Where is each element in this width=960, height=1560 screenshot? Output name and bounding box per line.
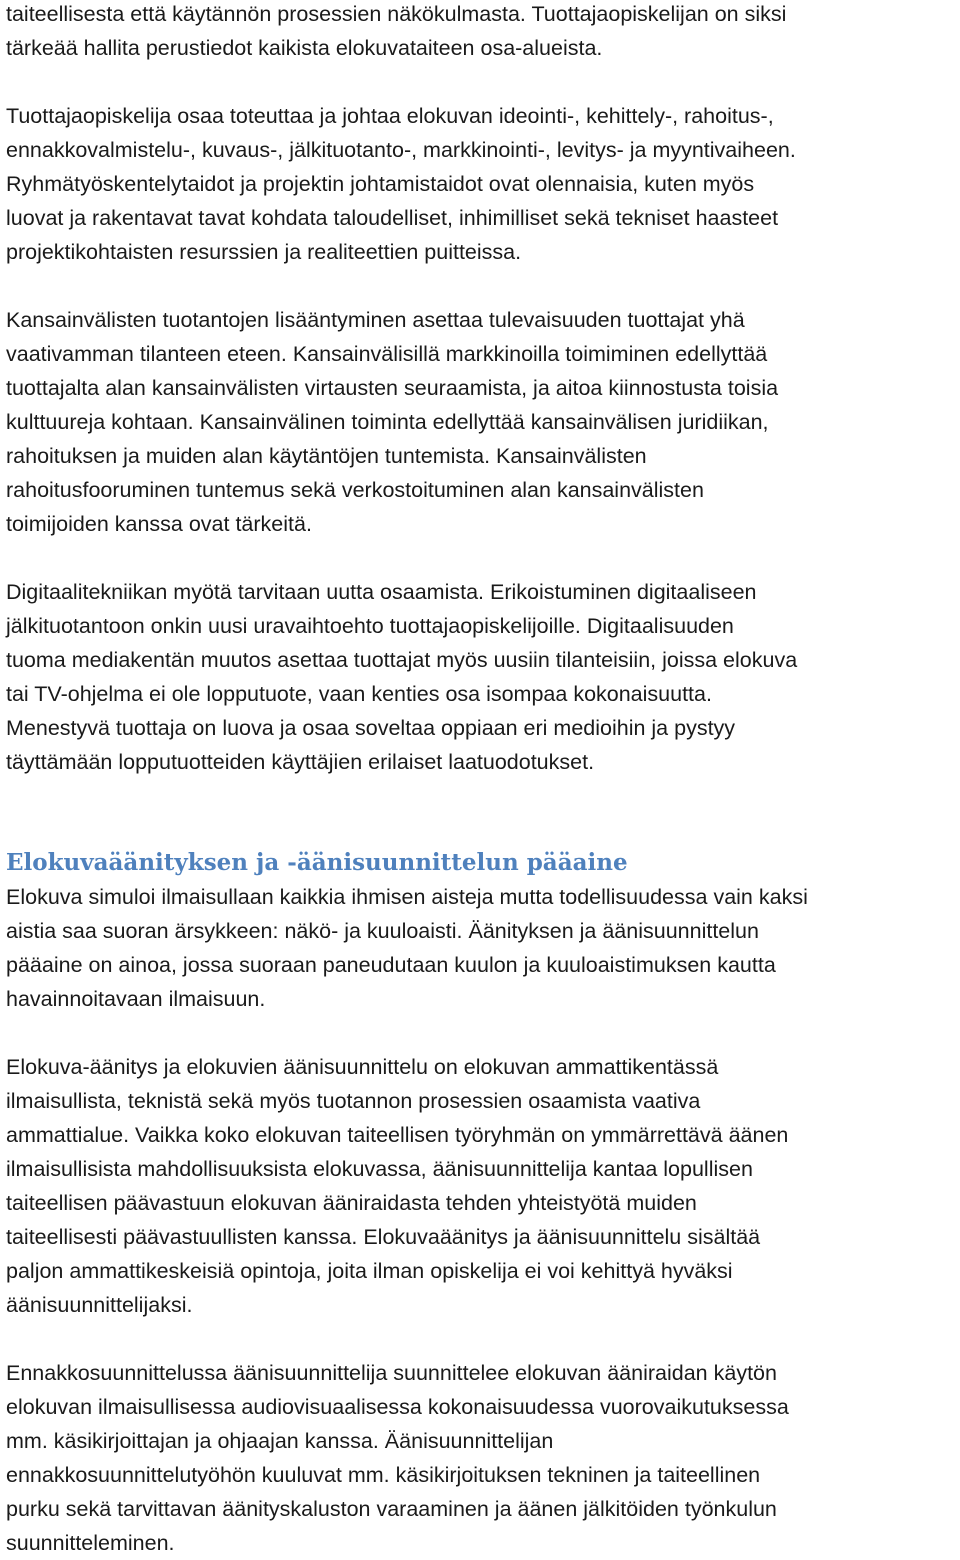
text-line: tuottajalta alan kansainvälisten virtausten seuraamista, ja aitoa kiinnostusta toisia — [6, 376, 779, 400]
text-line: äänisuunnittelijaksi. — [6, 1293, 193, 1317]
text-line: ennakkovalmistelu-, kuvaus-, jälkituotanto-, markkinointi-, levitys- ja myyntivaiheen. — [6, 138, 796, 162]
text-line: Elokuva simuloi ilmaisullaan kaikkia ihmisen aisteja mutta todellisuudessa vain kaksi — [6, 885, 808, 909]
text-line: projektikohtaisten resurssien ja realiteettien puitteissa. — [6, 240, 522, 264]
paragraph-gap — [6, 65, 958, 99]
text-line: luovat ja rakentavat tavat kohdata taloudelliset, inhimilliset sekä tekniset haasteet — [6, 206, 779, 230]
text-line: Ryhmätyöskentelytaidot ja projektin johtamistaidot ovat olennaisia, kuten myös — [6, 172, 755, 196]
section-gap — [6, 779, 958, 846]
text-line: rahoituksen ja muiden alan käytäntöjen tuntemista. Kansainvälisten — [6, 444, 647, 468]
text-line: rahoitusfooruminen tuntemus sekä verkostoituminen alan kansainvälisten — [6, 478, 704, 502]
text-line: toimijoiden kanssa ovat tärkeitä. — [6, 512, 312, 536]
text-line: taiteellisesti päävastuullisten kanssa. Elokuvaäänitys ja äänisuunnittelu sisältää — [6, 1225, 761, 1249]
text-line: havainnoitavaan ilmaisuun. — [6, 987, 266, 1011]
text-line: pääaine on ainoa, jossa suoraan paneudutaan kuulon ja kuuloaistimuksen kautta — [6, 953, 776, 977]
text-line: kulttuureja kohtaan. Kansainvälinen toiminta edellyttää kansainvälisen juridiikan, — [6, 410, 769, 434]
text-line: Elokuva-äänitys ja elokuvien äänisuunnittelu on elokuvan ammattikentässä — [6, 1055, 719, 1079]
text-line: tärkeää hallita perustiedot kaikista elokuvataiteen osa-alueista. — [6, 36, 603, 60]
text-line: mm. käsikirjoittajan ja ohjaajan kanssa. Äänisuunnittelijan — [6, 1429, 554, 1453]
text-line: Tuottajaopiskelija osaa toteuttaa ja johtaa elokuvan ideointi-, kehittely-, rahoitus-, — [6, 104, 774, 128]
text-line: tai TV-ohjelma ei ole lopputuote, vaan kenties osa isompaa kokonaisuutta. — [6, 682, 712, 706]
text-line: Digitaalitekniikan myötä tarvitaan uutta osaamista. Erikoistuminen digitaaliseen — [6, 580, 757, 604]
text-line: Ennakkosuunnittelussa äänisuunnittelija suunnittelee elokuvan ääniraidan käytön — [6, 1361, 777, 1385]
text-line: Menestyvä tuottaja on luova ja osaa soveltaa oppiaan eri medioihin ja pystyy — [6, 716, 736, 740]
text-line: Kansainvälisten tuotantojen lisääntyminen asettaa tulevaisuuden tuottajat yhä — [6, 308, 745, 332]
paragraph-producer-skills — [6, 99, 958, 269]
text-line: aistia saa suoran ärsykkeen: näkö- ja kuuloaisti. Äänityksen ja äänisuunnittelun — [6, 919, 759, 943]
paragraph-producer-basics — [6, 0, 958, 65]
paragraph-gap — [6, 1016, 958, 1050]
paragraph-digital — [6, 575, 958, 779]
text-line: ilmaisullisista mahdollisuuksista elokuvassa, äänisuunnittelija kantaa lopullisen — [6, 1157, 753, 1181]
text-line: taiteellisen päävastuun elokuvan ääniraidasta tehden yhteistyötä muiden — [6, 1191, 697, 1215]
paragraph-sound-preplanning — [6, 1356, 958, 1560]
document-page — [6, 0, 958, 1560]
text-line: ammattialue. Vaikka koko elokuvan taiteellisen työryhmän on ymmärrettävä äänen — [6, 1123, 789, 1147]
section-heading: Elokuvaäänityksen ja -äänisuunnittelun pääaine — [6, 849, 628, 876]
paragraph-sound-intro — [6, 880, 958, 1016]
paragraph-international — [6, 303, 958, 541]
text-line: ilmaisullista, teknistä sekä myös tuotannon prosessien osaamista vaativa — [6, 1089, 701, 1113]
text-line: elokuvan ilmaisullisessa audiovisuaalisessa kokonaisuudessa vuorovaikutuksessa — [6, 1395, 789, 1419]
text-line: ennakkosuunnittelutyöhön kuuluvat mm. käsikirjoituksen tekninen ja taiteellinen — [6, 1463, 761, 1487]
text-line: täyttämään lopputuotteiden käyttäjien erilaiset laatuodotukset. — [6, 750, 595, 774]
text-line: jälkituotantoon onkin uusi uravaihtoehto tuottajaopiskelijoille. Digitaalisuuden — [6, 614, 734, 638]
paragraph-gap — [6, 269, 958, 303]
paragraph-gap — [6, 1322, 958, 1356]
text-line: purku sekä tarvittavan äänityskaluston varaaminen ja äänen jälkitöiden työnkulun — [6, 1497, 777, 1521]
text-line: tuoma mediakentän muutos asettaa tuottajat myös uusiin tilanteisiin, joissa elokuva — [6, 648, 798, 672]
text-line: vaativamman tilanteen eteen. Kansainvälisillä markkinoilla toimiminen edellyttää — [6, 342, 768, 366]
text-line: paljon ammattikeskeisiä opintoja, joita ilman opiskelija ei voi kehittyä hyväksi — [6, 1259, 733, 1283]
paragraph-gap — [6, 541, 958, 575]
paragraph-sound-profession — [6, 1050, 958, 1322]
text-line: taiteellisesta että käytännön prosessien näkökulmasta. Tuottajaopiskelijan on siksi — [6, 2, 787, 26]
text-line: suunnitteleminen. — [6, 1531, 175, 1555]
